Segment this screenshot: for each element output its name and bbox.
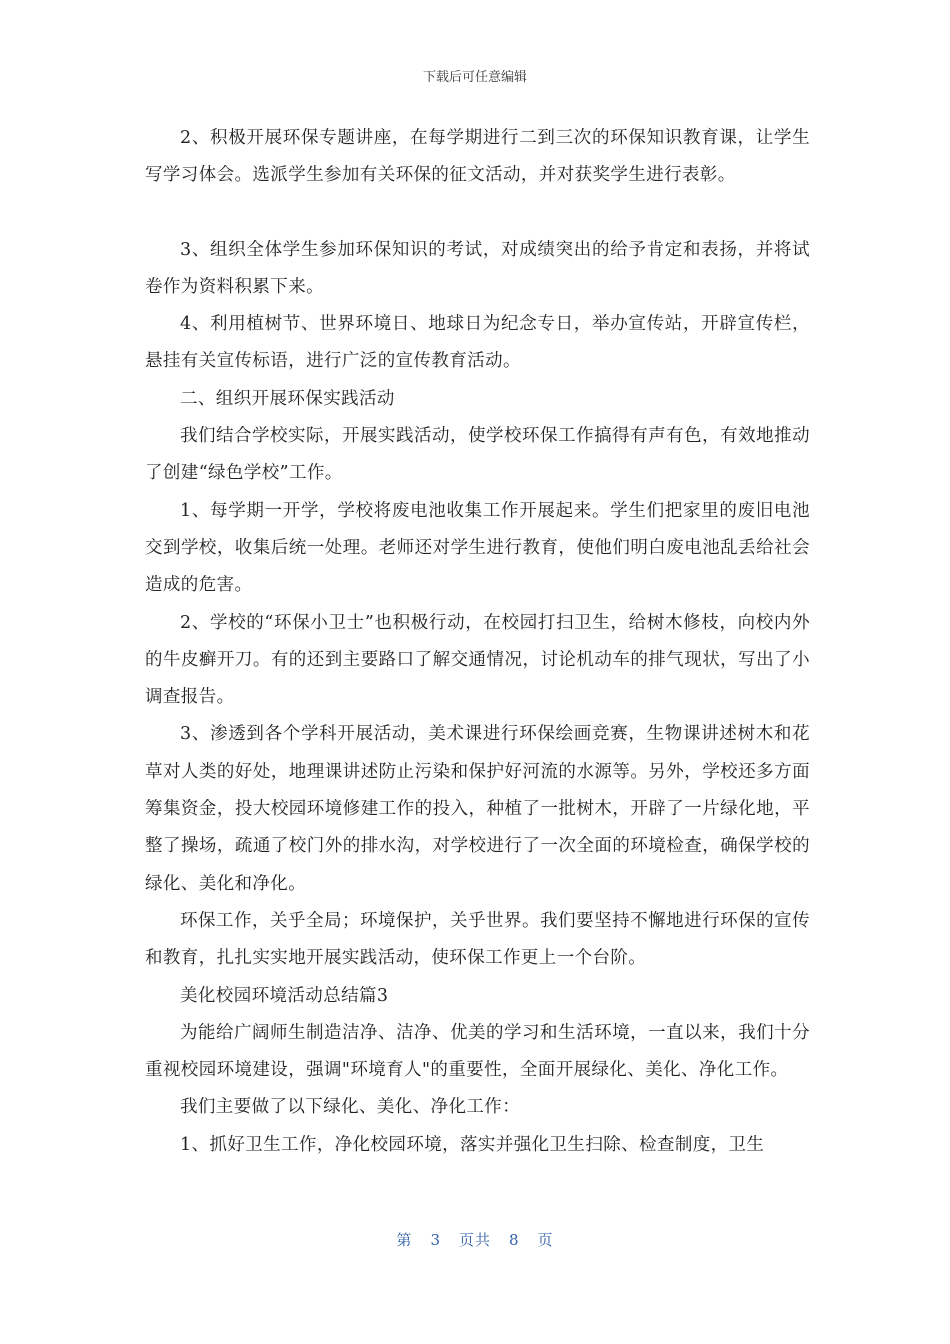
footer-middle: 页共	[458, 1231, 491, 1249]
paragraph-3: 4、利用植树节、世界环境日、地球日为纪念专日，举办宣传站，开辟宣传栏，悬挂有关宣传标语，进行广泛的宣传教育活动。	[145, 314, 810, 372]
paragraph-6: 2、学校的“环保小卫士”也积极行动，在校园打扫卫生，给树木修枝，向校内外的牛皮癣开刀。有的还到主要路口了解交通情况，讨论机动车的排气现状，写出了小调查报告。	[145, 612, 810, 708]
paragraph-11: 1、抓好卫生工作，净化校园环境，落实并强化卫生扫除、检查制度，卫生	[180, 1134, 765, 1155]
paragraph-10: 我们主要做了以下绿化、美化、净化工作：	[180, 1097, 521, 1118]
document-body	[145, 120, 810, 1164]
article-title: 美化校园环境活动总结篇3	[180, 985, 389, 1006]
paragraph-7: 3、渗透到各个学科开展活动，美术课进行环保绘画竞赛，生物课讲述树木和花草对人类的好处，地理课讲述防止污染和保护好河流的水源等。另外，学校还多方面筹集资金，投大校园环境修建工作的投入，种植了一批树木，开辟了一片绿化地，平整了操场，疏通了校门外的排水沟，对学校进行了一次全面的环境检查，确保学校的绿化、美化和净化。	[145, 724, 810, 894]
paragraph-2: 3、组织全体学生参加环保知识的考试，对成绩突出的给予肯定和表扬，并将试卷作为资料积累下来。	[145, 239, 810, 297]
footer-total-pages: 8	[509, 1231, 520, 1249]
paragraph-8: 环保工作，关乎全局；环境保护，关乎世界。我们要坚持不懈地进行环保的宣传和教育，扎扎实实地开展实践活动，使环保工作更上一个台阶。	[145, 910, 810, 969]
footer-prefix: 第	[396, 1231, 413, 1249]
footer-current-page: 3	[430, 1231, 441, 1249]
paragraph-1: 2、积极开展环保专题讲座，在每学期进行二到三次的环保知识教育课，让学生写学习体会。选派学生参加有关环保的征文活动，并对获奖学生进行表彰。	[145, 128, 810, 186]
paragraph-9: 为能给广阔师生制造洁净、洁净、优美的学习和生活环境，一直以来，我们十分重视校园环境建设，强调"环境育人"的重要性，全面开展绿化、美化、净化工作。	[145, 1022, 810, 1081]
footer-suffix: 页	[537, 1231, 554, 1249]
page-footer	[0, 1229, 950, 1250]
paragraph-5: 1、每学期一开学，学校将废电池收集工作开展起来。学生们把家里的废旧电池交到学校，收集后统一处理。老师还对学生进行教育，使他们明白废电池乱丢给社会造成的危害。	[145, 500, 810, 596]
section-heading: 二、组织开展环保实践活动	[180, 388, 395, 409]
paragraph-4: 我们结合学校实际，开展实践活动，使学校环保工作搞得有声有色，有效地推动了创建“绿色学校”工作。	[145, 426, 810, 484]
page-header-note: 下载后可任意编辑	[422, 70, 527, 85]
